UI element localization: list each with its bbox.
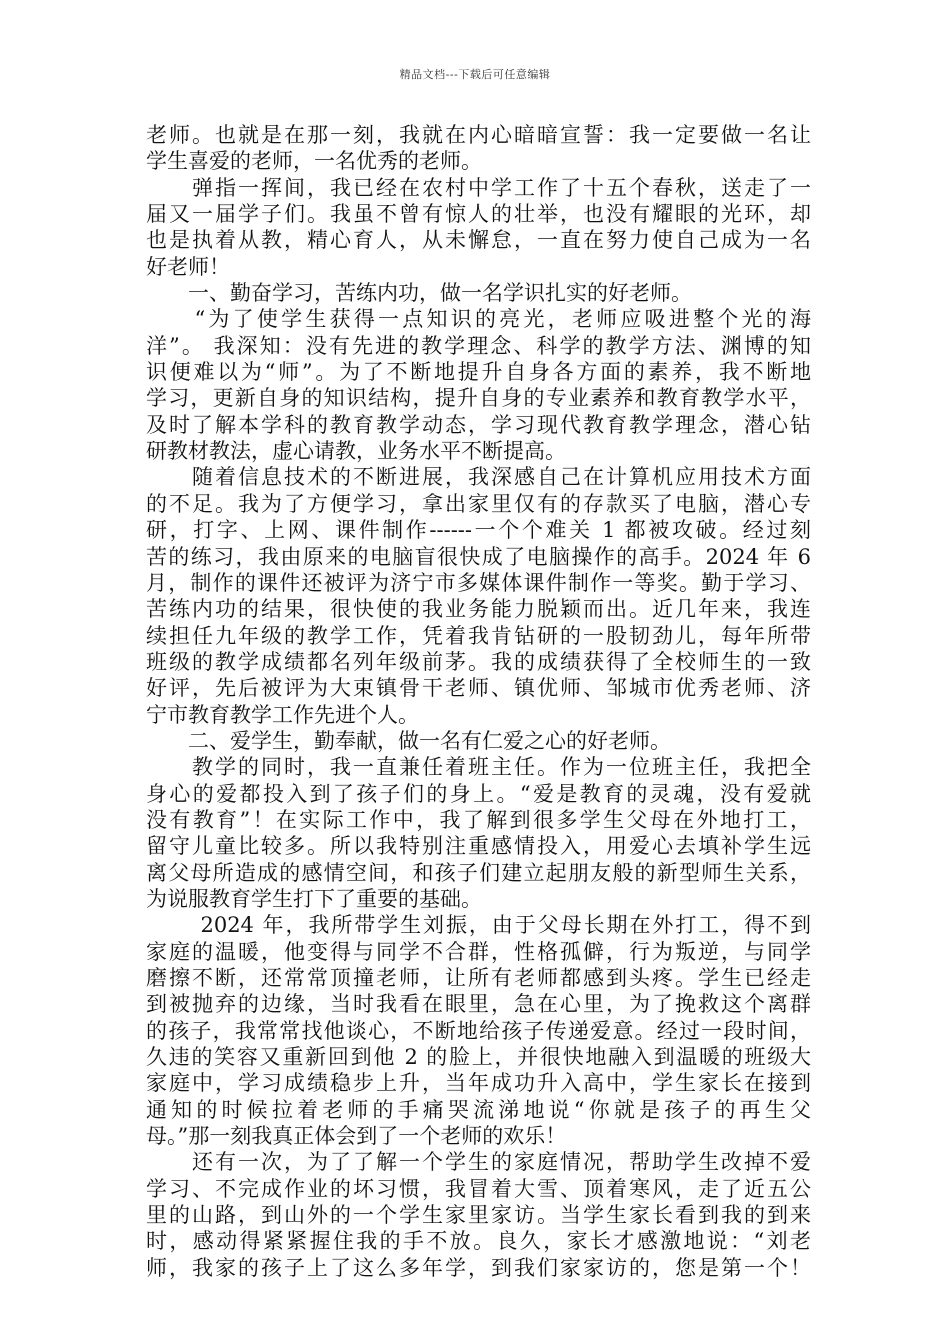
text-line: 二、爱学生，勤奉献，做一名有仁爱之心的好老师。 xyxy=(146,728,671,753)
text-line: 也是执着从教，精心育人，从未懈怠，一直在努力使自己成为一名 xyxy=(146,228,811,253)
text-line: 的孩子，我常常找他谈心，不断地给孩子传递爱意。经过一段时间， xyxy=(146,1018,811,1043)
text-line: 里的山路，到山外的一个学生家里家访。当学生家长看到我的到来 xyxy=(146,1203,811,1228)
text-line: 身心的爱都投入到了孩子们的身上。“爱是教育的灵魂，没有爱就 xyxy=(146,781,811,806)
text-line: 苦的练习，我由原来的电脑盲很快成了电脑操作的高手。2024 年 6 xyxy=(146,544,811,569)
text-line: 研教材教法，虚心请教，业务水平不断提高。 xyxy=(146,439,566,464)
text-line: 的不足。我为了方便学习，拿出家里仅有的存款买了电脑，潜心专 xyxy=(146,491,811,516)
text-line: 教学的同时，我一直兼任着班主任。作为一位班主任，我把全 xyxy=(146,755,811,780)
text-line: 2024 年，我所带学生刘振，由于父母长期在外打工，得不到 xyxy=(146,913,811,938)
text-line: 时，感动得紧紧握住我的手不放。良久，家长才感激地说：“刘老 xyxy=(146,1229,811,1254)
text-line: 学习，更新自身的知识结构，提升自身的专业素养和教育教学水平， xyxy=(146,386,811,411)
text-line: 师，我家的孩子上了这么多年学，到我们家家访的，您是第一个！ xyxy=(146,1255,811,1280)
text-line: 一、勤奋学习，苦练内功，做一名学识扎实的好老师。 xyxy=(146,281,692,306)
text-line: 家庭中，学习成绩稳步上升，当年成功升入高中，学生家长在接到 xyxy=(146,1071,811,1096)
text-line: 磨擦不断，还常常顶撞老师，让所有老师都感到头疼。学生已经走 xyxy=(146,966,811,990)
text-line: 弹指一挥间，我已经在农村中学工作了十五个春秋，送走了一 xyxy=(146,175,811,200)
text-line: 母。”那一刻我真正体会到了一个老师的欢乐！ xyxy=(146,1124,567,1149)
text-line: 家庭的温暖，他变得与同学不合群，性格孤僻，行为叛逆，与同学 xyxy=(146,939,811,964)
text-line: 学习、不完成作业的坏习惯，我冒着大雪、顶着寒风，走了近五公 xyxy=(146,1176,811,1201)
text-line: 离父母所造成的感情空间，和孩子们建立起朋友般的新型师生关系， xyxy=(146,860,811,885)
text-line: 到被抛弃的边缘，当时我看在眼里，急在心里，为了挽救这个离群 xyxy=(146,992,811,1017)
document-body xyxy=(146,122,811,1281)
text-line: 苦练内功的结果，很快使的我业务能力脱颖而出。近几年来，我连 xyxy=(146,597,811,622)
text-line: 学生喜爱的老师，一名优秀的老师。 xyxy=(146,149,482,174)
text-line: 为说服教育学生打下了重要的基础。 xyxy=(146,886,482,911)
text-line: 还有一次，为了了解一个学生的家庭情况，帮助学生改掉不爱 xyxy=(146,1150,811,1175)
text-line: 通知的时候拉着老师的手痛哭流涕地说“你就是孩子的再生父 xyxy=(146,1097,811,1122)
text-line: 好评，先后被评为大束镇骨干老师、镇优师、邹城市优秀老师、济 xyxy=(146,676,811,701)
page-header: 精品文档---下载后可任意编辑 xyxy=(399,68,551,81)
text-line: 班级的教学成绩都名列年级前茅。我的成绩获得了全校师生的一致 xyxy=(146,649,811,674)
text-line: 宁市教育教学工作先进个人。 xyxy=(146,702,419,727)
text-line: 留守儿童比较多。所以我特别注重感情投入，用爱心去填补学生远 xyxy=(146,834,811,859)
text-line: 研，打字、上网、课件制作------一个个难关 1 都被攻破。经过刻 xyxy=(146,518,811,543)
text-line: 届又一届学子们。我虽不曾有惊人的壮举，也没有耀眼的光环，却 xyxy=(146,202,811,227)
text-line: 及时了解本学科的教育教学动态，学习现代教育教学理念，潜心钻 xyxy=(146,412,811,437)
text-line: 随着信息技术的不断进展，我深感自己在计算机应用技术方面 xyxy=(146,465,811,490)
text-line: 月，制作的课件还被评为济宁市多媒体课件制作一等奖。勤于学习、 xyxy=(146,570,811,595)
text-line: 老师。也就是在那一刻，我就在内心暗暗宣誓：我一定要做一名让 xyxy=(146,123,811,147)
text-line: 没有教育”！在实际工作中，我了解到很多学生父母在外地打工， xyxy=(146,807,811,832)
text-line: 续担任九年级的教学工作，凭着我肯钻研的一股韧劲儿，每年所带 xyxy=(146,623,811,648)
text-line: 洋”。 我深知：没有先进的教学理念、科学的教学方法、渊博的知 xyxy=(146,333,811,358)
text-line: “为了使学生获得一点知识的亮光，老师应吸进整个光的海 xyxy=(146,307,811,332)
text-line: 识便难以为“师”。为了不断地提升自身各方面的素养，我不断地 xyxy=(146,360,811,385)
text-line: 久违的笑容又重新回到他 2 的脸上，并很快地融入到温暖的班级大 xyxy=(146,1045,811,1070)
text-line: 好老师！ xyxy=(146,254,230,279)
